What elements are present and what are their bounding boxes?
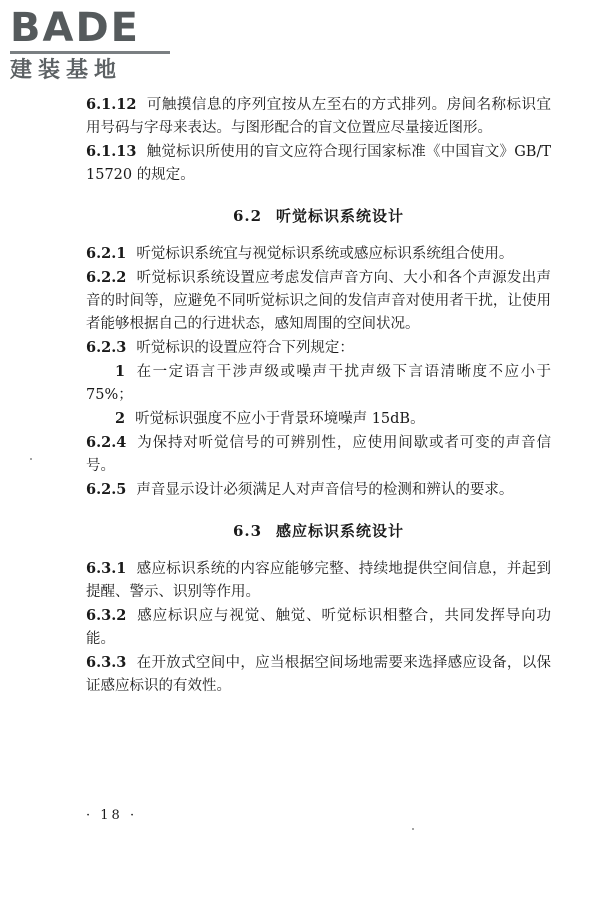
logo-tagline: 建装基地 — [10, 58, 123, 83]
bade-logo — [10, 6, 180, 85]
clause-6-1-13 — [86, 140, 551, 187]
clause-number: 6.3.3 — [86, 654, 127, 671]
section-title: 感应标识系统设计 — [276, 522, 405, 540]
item-text: 在一定语言干涉声级或噪声干扰声级下言语清晰度不应小于 75%； — [86, 364, 551, 403]
clause-6-2-4 — [86, 431, 551, 478]
clause-text: 听觉标识系统设置应考虑发信声音方向、大小和各个声源发出声音的时间等，应避免不同听觉标识之间的发信声音对使用者干扰，让使用者能够根据自己的行进状态，感知周围的空间状况。 — [86, 270, 551, 332]
logo-divider — [10, 51, 170, 54]
clause-6-1-12 — [86, 93, 551, 140]
section-number: 6.2 — [232, 207, 263, 225]
clause-number: 6.2.4 — [86, 434, 127, 451]
logo-brand: BADE — [10, 5, 140, 51]
page-number: · 18 · — [86, 808, 138, 823]
clause-text: 在开放式空间中，应当根据空间场地需要来选择感应设备，以保证感应标识的有效性。 — [86, 655, 551, 694]
item-text: 听觉标识强度不应小于背景环境噪声 15dB。 — [135, 411, 425, 427]
clause-6-3-2 — [86, 604, 551, 651]
clause-number: 6.3.1 — [86, 560, 127, 577]
section-title: 听觉标识系统设计 — [276, 207, 405, 225]
clause-number: 6.2.2 — [86, 269, 127, 286]
clause-6-2-3 — [86, 336, 551, 360]
clause-number: 6.1.12 — [86, 96, 137, 113]
document-body — [86, 93, 551, 698]
clause-6-2-5 — [86, 478, 551, 502]
clause-text: 可触摸信息的序列宜按从左至右的方式排列。房间名称标识宜用号码与字母来表达。与图形配合的盲文位置应尽量接近图形。 — [86, 97, 551, 136]
clause-text: 为保持对听觉信号的可辨别性，应使用间歇或者可变的声音信号。 — [86, 435, 551, 474]
section-number: 6.3 — [232, 522, 263, 540]
section-heading-6-3 — [86, 520, 551, 543]
clause-text: 听觉标识系统宜与视觉标识系统或感应标识系统组合使用。 — [136, 246, 514, 262]
clause-text: 感应标识应与视觉、触觉、听觉标识相整合，共同发挥导向功能。 — [86, 608, 551, 647]
item-number: 1 — [115, 363, 126, 380]
scan-speck — [30, 458, 32, 460]
clause-number: 6.2.3 — [86, 339, 127, 356]
item-number: 2 — [115, 410, 126, 427]
clause-6-2-2 — [86, 266, 551, 336]
clause-text: 感应标识系统的内容应能够完整、持续地提供空间信息，并起到提醒、警示、识别等作用。 — [86, 561, 551, 600]
clause-6-2-1 — [86, 242, 551, 266]
clause-number: 6.3.2 — [86, 607, 127, 624]
clause-text: 声音显示设计必须满足人对声音信号的检测和辨认的要求。 — [136, 482, 514, 498]
scan-speck — [412, 828, 414, 830]
clause-text: 触觉标识所使用的盲文应符合现行国家标准《中国盲文》GB/T 15720 的规定。 — [86, 144, 551, 183]
section-heading-6-2 — [86, 205, 551, 228]
list-item-2 — [86, 407, 551, 431]
clause-6-3-1 — [86, 557, 551, 604]
clause-number: 6.2.5 — [86, 481, 127, 498]
clause-number: 6.2.1 — [86, 245, 127, 262]
clause-6-3-3 — [86, 651, 551, 698]
clause-text: 听觉标识的设置应符合下列规定： — [136, 340, 354, 356]
list-item-1 — [86, 360, 551, 407]
clause-number: 6.1.13 — [86, 143, 137, 160]
